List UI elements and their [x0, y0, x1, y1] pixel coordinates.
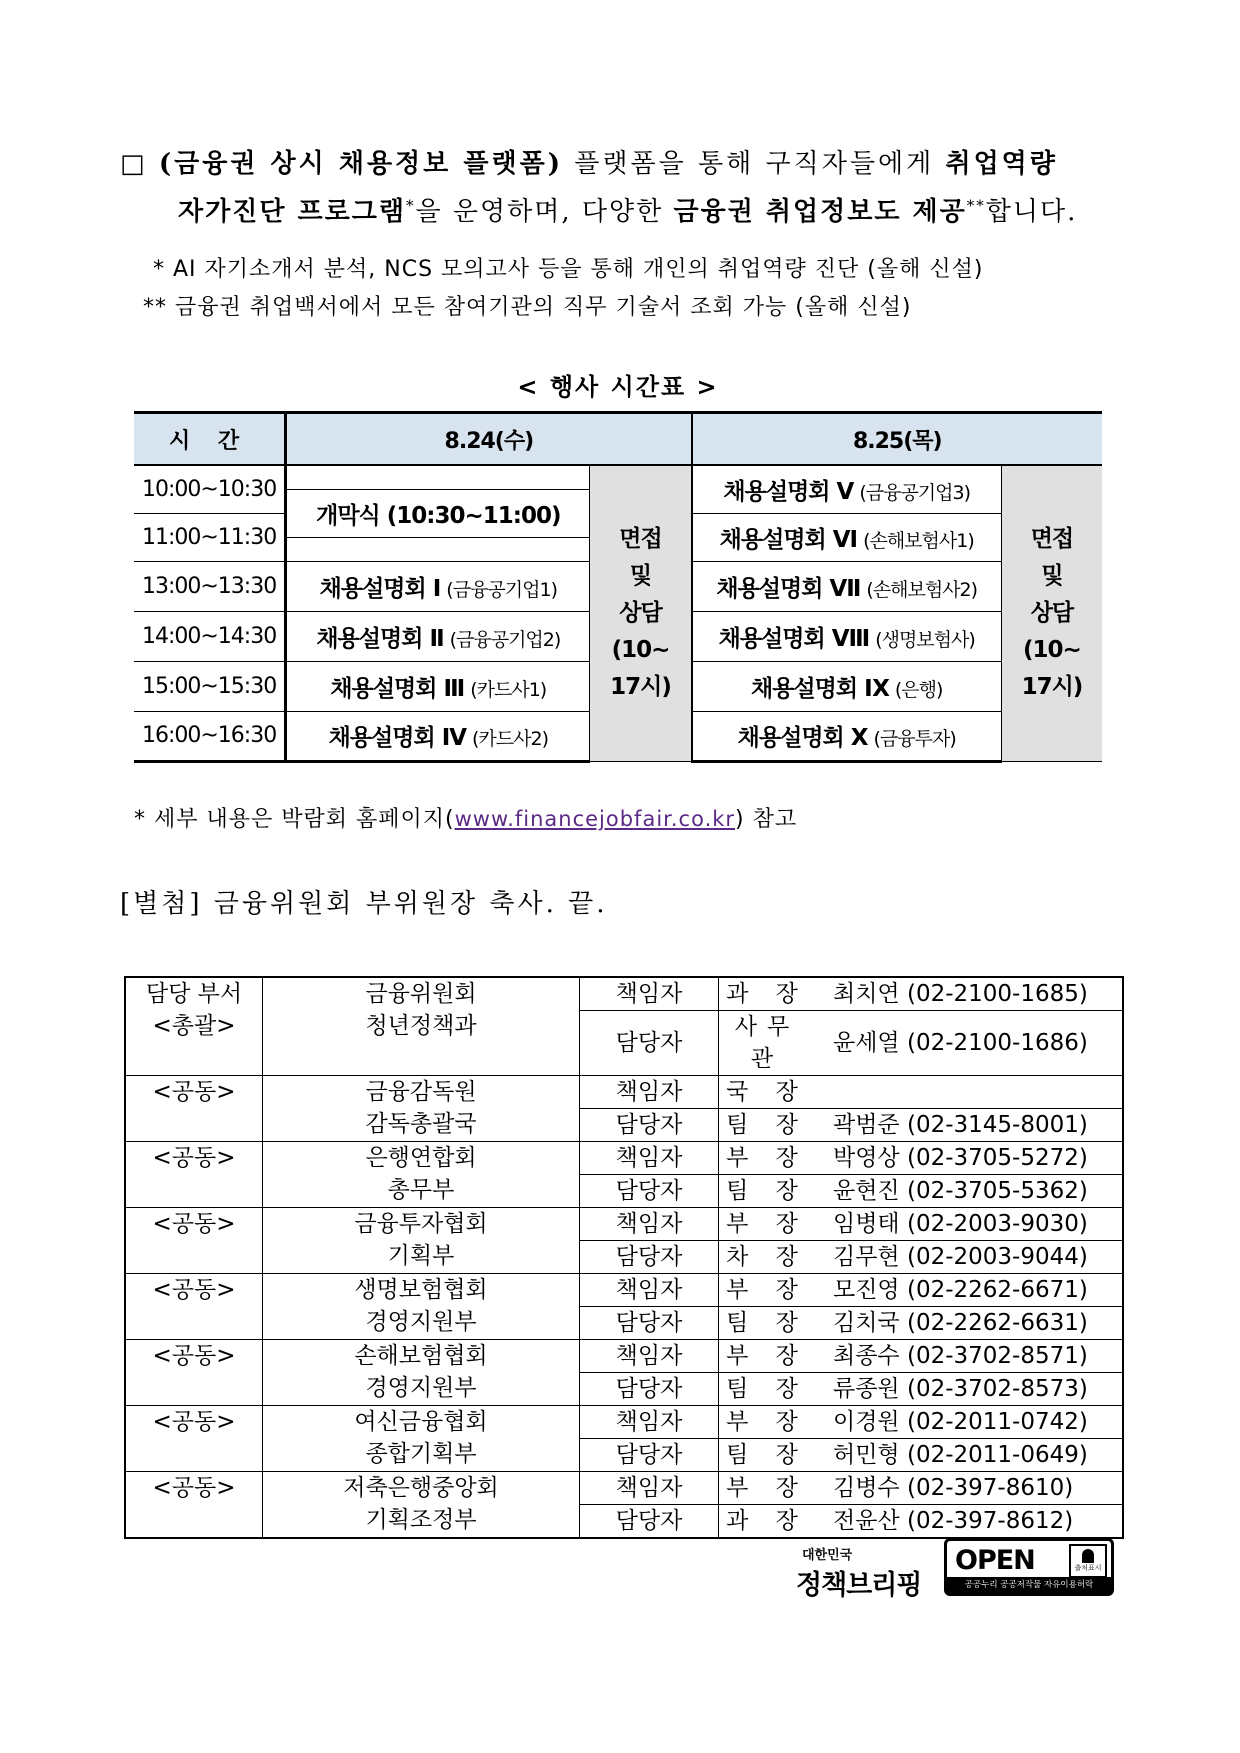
contact-dept [125, 977, 263, 1076]
contact-role: 담당자 [580, 1373, 719, 1406]
contact-role: 담당자 [580, 1307, 719, 1340]
contact-person: 전윤산 (02-397-8612) [815, 1505, 1123, 1539]
session-org: (금융투자) [873, 728, 956, 750]
contact-org [263, 1274, 580, 1340]
attachment-line: [별첨] 금융위원회 부위원장 축사. 끝. [120, 889, 608, 919]
contact-title: 팀 장 [719, 1439, 816, 1472]
session-day-2 [692, 661, 1002, 711]
schedule-footnote [134, 802, 797, 833]
contact-title: 사무관 [719, 1011, 816, 1076]
contact-dept [125, 1274, 263, 1340]
session-day-2 [692, 465, 1002, 513]
contact-person: 임병태 (02-2003-9030) [815, 1208, 1123, 1241]
session-day-1 [286, 611, 590, 661]
intro-program: 자가진단 프로그램 [178, 197, 406, 227]
intro-info: 금융권 취업정보도 제공 [673, 197, 967, 227]
contact-person: 윤현진 (02-3705-5362) [815, 1175, 1123, 1208]
footnote-mark-2: ** [966, 196, 986, 215]
org-name: 생명보험협회 [354, 1277, 488, 1303]
interview-label: (10~ [611, 636, 670, 663]
contact-role: 책임자 [580, 1406, 719, 1439]
checkbox-icon: □ [120, 149, 148, 179]
header-day-2: 8.25(목) [692, 413, 1102, 466]
contact-dept [125, 1208, 263, 1274]
org-name: 기획부 [387, 1243, 455, 1269]
org-name: 기획조정부 [365, 1507, 477, 1533]
contact-person: 이경원 (02-2011-0742) [815, 1406, 1123, 1439]
org-name: 경영지원부 [365, 1375, 477, 1401]
opening-ceremony: 개막식 (10:30~11:00) [286, 489, 590, 537]
contact-person: 허민형 (02-2011-0649) [815, 1439, 1123, 1472]
session-org: (손해보험사2) [866, 578, 978, 601]
contact-role: 책임자 [580, 1142, 719, 1175]
intro-line-1 [120, 143, 1130, 180]
session-name: 채용설명회 Ⅹ [737, 725, 868, 751]
dept-label: <공동> [152, 1475, 236, 1501]
org-name: 총무부 [387, 1177, 455, 1203]
interview-label: 상담 [619, 599, 662, 626]
contact-person: 모진영 (02-2262-6671) [815, 1274, 1123, 1307]
footnote-suffix: ) 참고 [735, 807, 798, 832]
contact-role: 담당자 [580, 1175, 719, 1208]
contact-row [125, 977, 1123, 1011]
session-name: 채용설명회 Ⅷ [718, 625, 870, 652]
schedule-table [134, 411, 1102, 763]
session-name: 채용설명회 Ⅵ [719, 526, 858, 553]
session-org: (생명보험사) [875, 628, 975, 651]
logo-small-text: 대한민국 [802, 1548, 853, 1563]
contact-title: 팀 장 [719, 1373, 816, 1406]
org-name: 종합기획부 [365, 1441, 477, 1467]
interview-label: 면접 [619, 525, 662, 552]
contact-dept [125, 1142, 263, 1208]
session-name: 채용설명회 Ⅴ [723, 478, 854, 505]
contact-person [815, 1076, 1123, 1109]
contact-row [125, 1142, 1123, 1175]
session-name: 채용설명회 Ⅶ [716, 575, 861, 602]
contact-role: 책임자 [580, 1076, 719, 1109]
contact-title: 팀 장 [719, 1307, 816, 1340]
logo-main-text: 정책브리핑 [796, 1570, 922, 1601]
contact-person: 김병수 (02-397-8610) [815, 1472, 1123, 1505]
contact-title: 부 장 [719, 1340, 816, 1373]
contact-org [263, 1472, 580, 1539]
interview-label: 17시) [610, 673, 671, 700]
contact-person: 곽범준 (02-3145-8001) [815, 1109, 1123, 1142]
time-slot: 16:00~16:30 [134, 711, 286, 761]
contact-role: 책임자 [580, 1340, 719, 1373]
session-day-2 [692, 711, 1002, 761]
time-slot: 13:00~13:30 [134, 561, 286, 611]
intro-heading: (금융권 상시 채용정보 플랫폼) [158, 149, 563, 179]
contact-title: 부 장 [719, 1274, 816, 1307]
session-org: (금융공기업1) [446, 578, 557, 601]
session-org: (카드사2) [472, 728, 548, 750]
session-org: (금융공기업3) [859, 481, 971, 504]
time-slot: 11:00~11:30 [134, 513, 286, 561]
contact-title: 과 장 [719, 977, 816, 1011]
session-day-2 [692, 611, 1002, 661]
interview-day-1 [590, 465, 692, 761]
contact-dept [125, 1406, 263, 1472]
session-name: 채용설명회 Ⅱ [316, 625, 444, 652]
open-text: OPEN [955, 1545, 1035, 1576]
session-org: (손해보험사1) [863, 529, 974, 552]
org-name: 감독총괄국 [365, 1111, 477, 1137]
interview-label: 상담 [1030, 599, 1074, 626]
contact-title: 국 장 [719, 1076, 816, 1109]
org-name: 은행연합회 [365, 1145, 477, 1171]
interview-label: 및 [1041, 562, 1063, 589]
contact-person: 류종원 (02-3702-8573) [815, 1373, 1123, 1406]
contact-dept [125, 1076, 263, 1142]
contacts-table [124, 976, 1124, 1539]
footnote-mark: * [405, 196, 416, 215]
contact-person: 최종수 (02-3702-8571) [815, 1340, 1123, 1373]
contact-dept [125, 1472, 263, 1539]
header-time: 시 간 [134, 413, 286, 466]
session-day-2 [692, 513, 1002, 561]
session-name: 채용설명회 Ⅰ [319, 575, 441, 602]
footnote-prefix: * 세부 내용은 박람회 홈페이지( [134, 807, 455, 832]
contact-org [263, 1406, 580, 1472]
interview-label: (10~ [1023, 636, 1081, 663]
contact-row [125, 1472, 1123, 1505]
contact-role: 담당자 [580, 1439, 719, 1472]
contact-title: 부 장 [719, 1208, 816, 1241]
attribution-badge [1069, 1544, 1107, 1578]
contact-row [125, 1208, 1123, 1241]
intro-highlight: 취업역량 [945, 149, 1058, 179]
session-name: 채용설명회 Ⅸ [751, 675, 889, 702]
open-subtext: 공공누리 공공저작물 자유이용허락 [947, 1577, 1111, 1593]
contact-title: 차 장 [719, 1241, 816, 1274]
intro-text-2: 을 운영하며, 다양한 [415, 197, 674, 227]
contact-org [263, 1142, 580, 1208]
time-slot: 14:00~14:30 [134, 611, 286, 661]
intro-text: 플랫폼을 통해 구직자들에게 [563, 149, 946, 179]
contact-row [125, 1340, 1123, 1373]
contact-row [125, 1274, 1123, 1307]
header-day-1: 8.24(수) [286, 413, 692, 466]
org-name: 여신금융협회 [354, 1409, 488, 1435]
session-name: 채용설명회 Ⅲ [330, 675, 465, 702]
session-name: 채용설명회 Ⅳ [328, 725, 466, 751]
contact-org [263, 1340, 580, 1406]
contact-org [263, 977, 580, 1076]
contact-role: 담당자 [580, 1505, 719, 1539]
org-name: 금융투자협회 [354, 1211, 488, 1237]
org-name: 경영지원부 [365, 1309, 477, 1335]
interview-label: 면접 [1030, 525, 1074, 552]
interview-label: 및 [629, 562, 652, 589]
homepage-link[interactable]: www.financejobfair.co.kr [454, 807, 736, 831]
note-2: ** 금융권 취업백서에서 모든 참여기관의 직무 기술서 조회 가능 (올해 신설) [143, 295, 912, 320]
org-name: 손해보험협회 [354, 1343, 488, 1369]
intro-line-2 [178, 191, 1138, 228]
contact-dept [125, 1340, 263, 1406]
contact-role: 담당자 [580, 1241, 719, 1274]
session-day-1 [286, 561, 590, 611]
session-day-1 [286, 711, 590, 761]
person-icon [1082, 1549, 1094, 1563]
intro-end: 합니다. [985, 197, 1078, 227]
session-day-2 [692, 561, 1002, 611]
contact-person: 김치국 (02-2262-6631) [815, 1307, 1123, 1340]
badge-text: 출처표시 [1074, 1564, 1102, 1572]
contact-role: 담당자 [580, 1109, 719, 1142]
interview-label: 17시) [1021, 673, 1083, 700]
session-org: (은행) [894, 678, 943, 701]
time-slot: 10:00~10:30 [134, 465, 286, 513]
dept-label: <공동> [152, 1079, 236, 1105]
dept-label: <공동> [152, 1343, 236, 1369]
dept-label: <공동> [152, 1211, 236, 1237]
contact-row [125, 1406, 1123, 1439]
time-slot: 15:00~15:30 [134, 661, 286, 711]
contact-title: 부 장 [719, 1142, 816, 1175]
session-org: (금융공기업2) [449, 628, 561, 651]
contact-person: 윤세열 (02-2100-1686) [815, 1011, 1123, 1076]
kogl-open-logo [944, 1538, 1114, 1596]
contact-role: 책임자 [580, 1274, 719, 1307]
contact-org [263, 1208, 580, 1274]
note-1: * AI 자기소개서 분석, NCS 모의고사 등을 통해 개인의 취업역량 진단 (올해 신설) [153, 257, 984, 282]
session-org: (카드사1) [470, 678, 547, 701]
contact-role: 책임자 [580, 1472, 719, 1505]
contact-row [125, 1076, 1123, 1109]
empty-cell [286, 537, 590, 561]
dept-label: <공동> [152, 1145, 236, 1171]
empty-cell [286, 465, 590, 489]
contact-title: 팀 장 [719, 1109, 816, 1142]
contact-person: 최치연 (02-2100-1685) [815, 977, 1123, 1011]
contact-person: 박영상 (02-3705-5272) [815, 1142, 1123, 1175]
session-day-1 [286, 661, 590, 711]
dept-sub-label: <총괄> [152, 1013, 236, 1039]
policy-briefing-logo [796, 1544, 936, 1604]
contact-org [263, 1076, 580, 1142]
org-name: 금융위원회 [365, 981, 477, 1007]
dept-label: <공동> [152, 1409, 236, 1435]
dept-label: 담당 부서 [145, 981, 243, 1007]
org-name: 청년정책과 [365, 1013, 477, 1039]
contact-role: 책임자 [580, 977, 719, 1011]
interview-day-2 [1001, 465, 1102, 761]
contact-role: 담당자 [580, 1011, 719, 1076]
contact-title: 팀 장 [719, 1175, 816, 1208]
contact-title: 부 장 [719, 1472, 816, 1505]
dept-label: <공동> [152, 1277, 236, 1303]
org-name: 금융감독원 [365, 1079, 477, 1105]
org-name: 저축은행중앙회 [343, 1475, 499, 1501]
contact-person: 김무현 (02-2003-9044) [815, 1241, 1123, 1274]
contact-title: 부 장 [719, 1406, 816, 1439]
contact-role: 책임자 [580, 1208, 719, 1241]
contact-title: 과 장 [719, 1505, 816, 1539]
schedule-caption: < 행사 시간표 > [517, 373, 719, 401]
